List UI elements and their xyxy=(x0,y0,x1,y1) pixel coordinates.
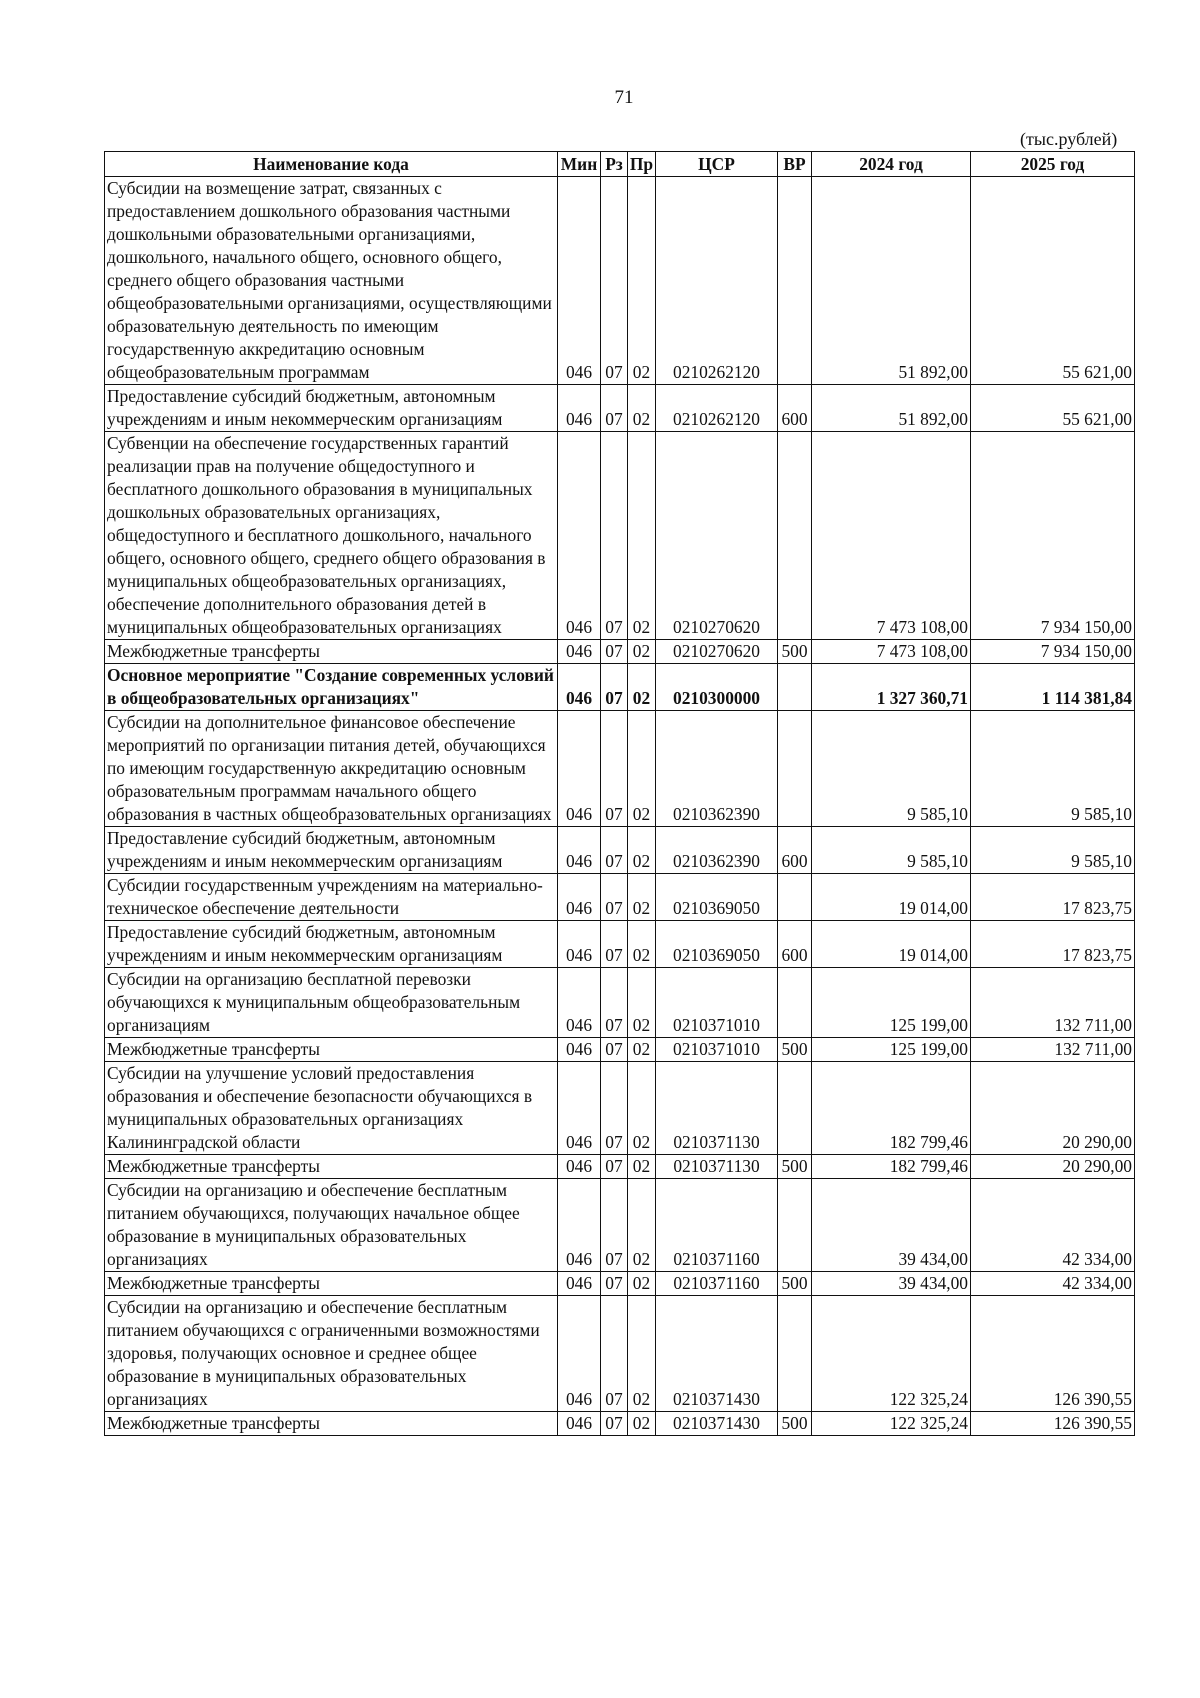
table-row xyxy=(105,432,1135,640)
cell-csr: 0210300000 xyxy=(656,664,778,711)
header-2024: 2024 год xyxy=(812,152,971,177)
cell-vr: 500 xyxy=(778,1412,812,1436)
cell-2025: 20 290,00 xyxy=(971,1155,1135,1179)
table-row xyxy=(105,1272,1135,1296)
cell-rz: 07 xyxy=(601,177,628,385)
cell-csr: 0210362390 xyxy=(656,827,778,874)
cell-rz: 07 xyxy=(601,827,628,874)
cell-min: 046 xyxy=(558,711,601,827)
cell-min: 046 xyxy=(558,968,601,1038)
cell-pr: 02 xyxy=(628,1412,656,1436)
cell-min: 046 xyxy=(558,1412,601,1436)
cell-csr: 0210371430 xyxy=(656,1296,778,1412)
cell-pr: 02 xyxy=(628,640,656,664)
table-row xyxy=(105,1062,1135,1155)
cell-vr xyxy=(778,432,812,640)
cell-rz: 07 xyxy=(601,1179,628,1272)
cell-vr: 600 xyxy=(778,385,812,432)
cell-name: Основное мероприятие "Создание современных условий в общеобразовательных организациях" xyxy=(105,664,558,711)
cell-min: 046 xyxy=(558,1179,601,1272)
table-row xyxy=(105,640,1135,664)
cell-csr: 0210371130 xyxy=(656,1062,778,1155)
table-row xyxy=(105,1296,1135,1412)
cell-rz: 07 xyxy=(601,664,628,711)
cell-csr: 0210371130 xyxy=(656,1155,778,1179)
table-row xyxy=(105,968,1135,1038)
header-rz: Рз xyxy=(601,152,628,177)
cell-csr: 0210270620 xyxy=(656,432,778,640)
cell-min: 046 xyxy=(558,664,601,711)
cell-name: Субсидии на улучшение условий предоставления образования и обеспечение безопасности обучающихся в муниципальных образовательных организациях Калининградской области xyxy=(105,1062,558,1155)
cell-vr: 500 xyxy=(778,1272,812,1296)
cell-2025: 55 621,00 xyxy=(971,177,1135,385)
cell-min: 046 xyxy=(558,177,601,385)
cell-rz: 07 xyxy=(601,1412,628,1436)
cell-name: Субсидии на возмещение затрат, связанных с предоставлением дошкольного образования частными дошкольными образовательными организациями, дошкольного, начального общего, основного общего, среднего общего образования частными общеобразовательными организациями, осуществляющими образовательную деятельность по имеющим государственную аккредитацию основным общеобразовательным программам xyxy=(105,177,558,385)
cell-vr xyxy=(778,1062,812,1155)
table-row xyxy=(105,177,1135,385)
cell-rz: 07 xyxy=(601,640,628,664)
cell-vr xyxy=(778,874,812,921)
cell-pr: 02 xyxy=(628,921,656,968)
cell-csr: 0210362390 xyxy=(656,711,778,827)
cell-2024: 7 473 108,00 xyxy=(812,640,971,664)
cell-csr: 0210371160 xyxy=(656,1272,778,1296)
cell-name: Субвенции на обеспечение государственных гарантий реализации прав на получение общедоступного и бесплатного дошкольного образования в муниципальных дошкольных образовательных организациях, общедоступного и бесплатного дошкольного, начального общего, основного общего, среднего общего образования в муниципальных общеобразовательных организациях, обеспечение дополнительного образования детей в муниципальных общеобразовательных организациях xyxy=(105,432,558,640)
cell-min: 046 xyxy=(558,385,601,432)
table-row xyxy=(105,921,1135,968)
cell-rz: 07 xyxy=(601,1296,628,1412)
cell-name: Предоставление субсидий бюджетным, автономным учреждениям и иным некоммерческим организациям xyxy=(105,827,558,874)
cell-name: Межбюджетные трансферты xyxy=(105,1412,558,1436)
cell-name: Межбюджетные трансферты xyxy=(105,1272,558,1296)
cell-vr: 600 xyxy=(778,921,812,968)
cell-2025: 7 934 150,00 xyxy=(971,432,1135,640)
cell-2024: 39 434,00 xyxy=(812,1179,971,1272)
cell-2024: 125 199,00 xyxy=(812,1038,971,1062)
units-label: (тыс.рублей) xyxy=(1020,129,1118,149)
cell-2024: 7 473 108,00 xyxy=(812,432,971,640)
cell-rz: 07 xyxy=(601,1155,628,1179)
cell-rz: 07 xyxy=(601,1038,628,1062)
cell-name: Предоставление субсидий бюджетным, автономным учреждениям и иным некоммерческим организациям xyxy=(105,385,558,432)
cell-csr: 0210371010 xyxy=(656,1038,778,1062)
cell-2024: 39 434,00 xyxy=(812,1272,971,1296)
cell-2025: 20 290,00 xyxy=(971,1062,1135,1155)
cell-2024: 19 014,00 xyxy=(812,921,971,968)
header-pr: Пр xyxy=(628,152,656,177)
table-row xyxy=(105,1155,1135,1179)
table-header-row xyxy=(105,152,1135,177)
cell-min: 046 xyxy=(558,1062,601,1155)
cell-min: 046 xyxy=(558,1155,601,1179)
cell-rz: 07 xyxy=(601,711,628,827)
table-row xyxy=(105,1038,1135,1062)
cell-vr: 600 xyxy=(778,827,812,874)
cell-rz: 07 xyxy=(601,968,628,1038)
cell-pr: 02 xyxy=(628,827,656,874)
table-row xyxy=(105,385,1135,432)
cell-min: 046 xyxy=(558,432,601,640)
table-row xyxy=(105,874,1135,921)
cell-name: Межбюджетные трансферты xyxy=(105,640,558,664)
cell-2025: 9 585,10 xyxy=(971,711,1135,827)
cell-name: Межбюджетные трансферты xyxy=(105,1155,558,1179)
cell-min: 046 xyxy=(558,827,601,874)
cell-pr: 02 xyxy=(628,968,656,1038)
cell-vr: 500 xyxy=(778,640,812,664)
cell-csr: 0210371160 xyxy=(656,1179,778,1272)
cell-rz: 07 xyxy=(601,432,628,640)
cell-pr: 02 xyxy=(628,1296,656,1412)
cell-csr: 0210371010 xyxy=(656,968,778,1038)
cell-csr: 0210371430 xyxy=(656,1412,778,1436)
cell-vr: 500 xyxy=(778,1155,812,1179)
cell-vr xyxy=(778,1296,812,1412)
cell-2024: 1 327 360,71 xyxy=(812,664,971,711)
cell-2024: 51 892,00 xyxy=(812,385,971,432)
cell-rz: 07 xyxy=(601,1062,628,1155)
cell-2025: 7 934 150,00 xyxy=(971,640,1135,664)
cell-name: Межбюджетные трансферты xyxy=(105,1038,558,1062)
cell-2025: 9 585,10 xyxy=(971,827,1135,874)
cell-rz: 07 xyxy=(601,874,628,921)
header-name: Наименование кода xyxy=(105,152,558,177)
cell-name: Субсидии на организацию и обеспечение бесплатным питанием обучающихся с ограниченными возможностями здоровья, получающих основное и среднее общее образование в муниципальных образовательных организациях xyxy=(105,1296,558,1412)
cell-rz: 07 xyxy=(601,1272,628,1296)
cell-2024: 122 325,24 xyxy=(812,1412,971,1436)
cell-2025: 1 114 381,84 xyxy=(971,664,1135,711)
cell-2024: 125 199,00 xyxy=(812,968,971,1038)
cell-rz: 07 xyxy=(601,385,628,432)
cell-pr: 02 xyxy=(628,385,656,432)
cell-2025: 17 823,75 xyxy=(971,921,1135,968)
cell-vr xyxy=(778,1179,812,1272)
table-row xyxy=(105,711,1135,827)
cell-min: 046 xyxy=(558,1296,601,1412)
cell-csr: 0210262120 xyxy=(656,177,778,385)
table-row xyxy=(105,1412,1135,1436)
cell-2025: 126 390,55 xyxy=(971,1296,1135,1412)
cell-2024: 9 585,10 xyxy=(812,711,971,827)
header-min: Мин xyxy=(558,152,601,177)
cell-min: 046 xyxy=(558,921,601,968)
cell-2025: 132 711,00 xyxy=(971,968,1135,1038)
cell-pr: 02 xyxy=(628,1155,656,1179)
cell-vr xyxy=(778,711,812,827)
cell-2024: 51 892,00 xyxy=(812,177,971,385)
cell-2024: 19 014,00 xyxy=(812,874,971,921)
cell-pr: 02 xyxy=(628,874,656,921)
header-csr: ЦСР xyxy=(656,152,778,177)
cell-vr xyxy=(778,177,812,385)
cell-pr: 02 xyxy=(628,1038,656,1062)
cell-name: Субсидии на организацию и обеспечение бесплатным питанием обучающихся, получающих начальное общее образование в муниципальных образовательных организациях xyxy=(105,1179,558,1272)
table-row xyxy=(105,1179,1135,1272)
cell-pr: 02 xyxy=(628,711,656,827)
header-vr: ВР xyxy=(778,152,812,177)
cell-2025: 55 621,00 xyxy=(971,385,1135,432)
cell-2025: 42 334,00 xyxy=(971,1179,1135,1272)
cell-2025: 17 823,75 xyxy=(971,874,1135,921)
cell-pr: 02 xyxy=(628,1179,656,1272)
cell-name: Предоставление субсидий бюджетным, автономным учреждениям и иным некоммерческим организациям xyxy=(105,921,558,968)
table-row xyxy=(105,664,1135,711)
cell-pr: 02 xyxy=(628,177,656,385)
cell-min: 046 xyxy=(558,640,601,664)
cell-min: 046 xyxy=(558,1038,601,1062)
cell-name: Субсидии государственным учреждениям на материально-техническое обеспечение деятельности xyxy=(105,874,558,921)
header-2025: 2025 год xyxy=(971,152,1135,177)
cell-csr: 0210369050 xyxy=(656,874,778,921)
cell-csr: 0210262120 xyxy=(656,385,778,432)
page-number: 71 xyxy=(614,87,634,108)
cell-vr xyxy=(778,664,812,711)
cell-2025: 132 711,00 xyxy=(971,1038,1135,1062)
cell-pr: 02 xyxy=(628,664,656,711)
cell-csr: 0210369050 xyxy=(656,921,778,968)
cell-2025: 42 334,00 xyxy=(971,1272,1135,1296)
cell-pr: 02 xyxy=(628,432,656,640)
cell-2024: 182 799,46 xyxy=(812,1062,971,1155)
table-row xyxy=(105,827,1135,874)
cell-min: 046 xyxy=(558,874,601,921)
cell-2025: 126 390,55 xyxy=(971,1412,1135,1436)
budget-table xyxy=(104,151,1135,1436)
table-body xyxy=(105,177,1135,1436)
cell-name: Субсидии на организацию бесплатной перевозки обучающихся к муниципальным общеобразовательным организациям xyxy=(105,968,558,1038)
cell-2024: 122 325,24 xyxy=(812,1296,971,1412)
cell-name: Субсидии на дополнительное финансовое обеспечение мероприятий по организации питания детей, обучающихся по имеющим государственную аккредитацию основным образовательным программам начального общего образования в частных общеобразовательных организациях xyxy=(105,711,558,827)
cell-rz: 07 xyxy=(601,921,628,968)
cell-2024: 9 585,10 xyxy=(812,827,971,874)
cell-2024: 182 799,46 xyxy=(812,1155,971,1179)
cell-csr: 0210270620 xyxy=(656,640,778,664)
cell-min: 046 xyxy=(558,1272,601,1296)
cell-vr: 500 xyxy=(778,1038,812,1062)
cell-pr: 02 xyxy=(628,1272,656,1296)
cell-vr xyxy=(778,968,812,1038)
cell-pr: 02 xyxy=(628,1062,656,1155)
